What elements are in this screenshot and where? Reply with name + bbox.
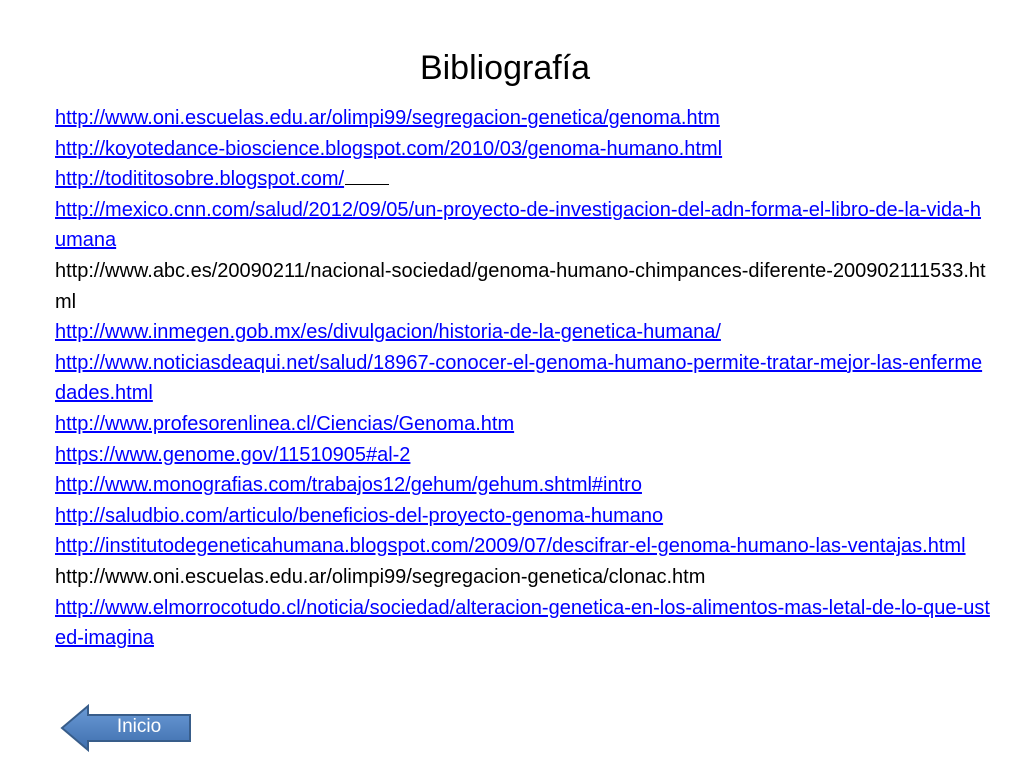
bibliography-item: [55, 501, 990, 532]
slide-title: Bibliografía: [419, 49, 591, 87]
reference-link[interactable]: http://mexico.cnn.com/salud/2012/09/05/un-proyecto-de-investigacion-del-adn-forma-el-libro-de-la-vida-humana: [55, 198, 982, 252]
bibliography-item: [55, 317, 990, 348]
back-button-label: Inicio: [116, 716, 162, 737]
reference-link[interactable]: http://institutodegeneticahumana.blogspot.com/2009/07/descifrar-el-genoma-humano-las-ventajas.html: [55, 535, 966, 558]
reference-text: http://www.abc.es/20090211/nacional-sociedad/genoma-humano-chimpances-diferente-200902111533.html: [55, 259, 986, 313]
bibliography-item: [55, 470, 990, 501]
bibliography-item: [55, 256, 990, 317]
reference-link[interactable]: http://www.inmegen.gob.mx/es/divulgacion/historia-de-la-genetica-humana/: [55, 321, 721, 344]
reference-link[interactable]: http://www.noticiasdeaqui.net/salud/18967-conocer-el-genoma-humano-permite-tratar-mejor-las-enfermedades.html: [55, 351, 983, 405]
bibliography-item: [55, 103, 990, 134]
reference-link[interactable]: http://www.profesorenlinea.cl/Ciencias/Genoma.htm: [55, 412, 515, 435]
reference-link[interactable]: http://www.elmorrocotudo.cl/noticia/sociedad/alteracion-genetica-en-los-alimentos-mas-letal-de-lo-que-usted-imagina: [55, 596, 990, 650]
bibliography-list: [55, 103, 990, 654]
reference-link[interactable]: http://saludbio.com/articulo/beneficios-del-proyecto-genoma-humano: [55, 504, 664, 527]
bibliography-item: [55, 195, 990, 256]
bibliography-item: [55, 164, 990, 195]
trailing-underline: [345, 166, 389, 185]
reference-link[interactable]: https://www.genome.gov/11510905#al-2: [55, 443, 411, 466]
bibliography-item: [55, 593, 990, 654]
bibliography-item: [55, 440, 990, 471]
back-to-start-button[interactable]: [59, 703, 193, 753]
bibliography-item: [55, 134, 990, 165]
reference-link[interactable]: http://koyotedance-bioscience.blogspot.com/2010/03/genoma-humano.html: [55, 137, 723, 160]
bibliography-item: [55, 409, 990, 440]
reference-link[interactable]: http://www.oni.escuelas.edu.ar/olimpi99/segregacion-genetica/genoma.htm: [55, 107, 720, 129]
reference-text: http://www.oni.escuelas.edu.ar/olimpi99/segregacion-genetica/clonac.htm: [55, 565, 706, 588]
bibliography-item: [55, 348, 990, 409]
bibliography-item: [55, 531, 990, 562]
reference-link[interactable]: http://www.monografias.com/trabajos12/gehum/gehum.shtml#intro: [55, 474, 642, 497]
reference-link[interactable]: http://todititosobre.blogspot.com/: [55, 168, 345, 191]
bibliography-item: [55, 562, 990, 593]
